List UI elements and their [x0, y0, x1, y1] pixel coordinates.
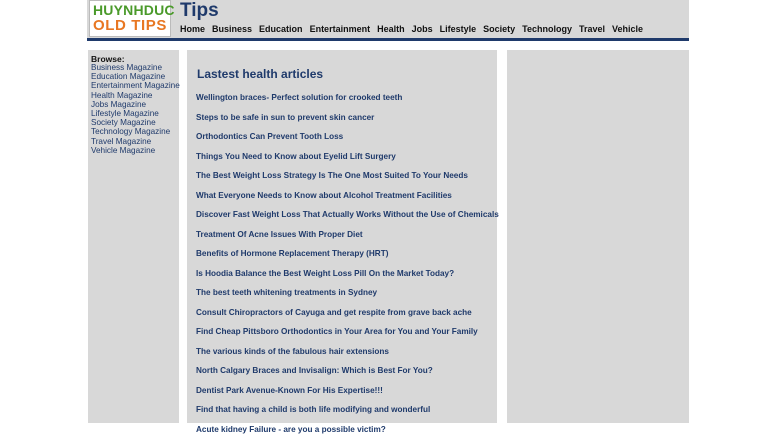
sidebar-list [91, 63, 180, 155]
sidebar-link-technology[interactable]: Technology Magazine [91, 127, 180, 136]
nav-society[interactable]: Society [483, 24, 515, 34]
article-link[interactable]: Is Hoodia Balance the Best Weight Loss Pill On the Market Today? [196, 269, 454, 278]
sidebar-link-health[interactable]: Health Magazine [91, 91, 180, 100]
sidebar-item [91, 137, 180, 146]
article-link[interactable]: Find that having a child is both life modifying and wonderful [196, 405, 430, 414]
article-link[interactable]: The best teeth whitening treatments in Sydney [196, 288, 377, 297]
article-list [196, 87, 499, 438]
list-item [196, 380, 499, 400]
list-item [196, 146, 499, 166]
sidebar-item [91, 118, 180, 127]
sidebar-item [91, 91, 180, 100]
sidebar-item [91, 146, 180, 155]
nav-entertainment[interactable]: Entertainment [310, 24, 371, 34]
article-link[interactable]: Steps to be safe in sun to prevent skin cancer [196, 113, 374, 122]
article-link[interactable]: Acute kidney Failure - are you a possible victim? [196, 425, 386, 434]
article-link[interactable]: Dentist Park Avenue-Known For His Expertise!!! [196, 386, 383, 395]
list-item [196, 341, 499, 361]
right-panel [507, 50, 689, 423]
list-item [196, 185, 499, 205]
article-link[interactable]: Find Cheap Pittsboro Orthodontics in Your Area for You and Your Family [196, 327, 478, 336]
sidebar-item [91, 109, 180, 118]
article-link[interactable]: What Everyone Needs to Know about Alcohol Treatment Facilities [196, 191, 452, 200]
list-item [196, 263, 499, 283]
article-link[interactable]: North Calgary Braces and Invisalign: Which is Best For You? [196, 366, 433, 375]
list-item [196, 302, 499, 322]
sidebar-link-vehicle[interactable]: Vehicle Magazine [91, 146, 180, 155]
list-item [196, 282, 499, 302]
sidebar-item [91, 100, 180, 109]
site-title: Tips [180, 0, 219, 22]
list-item [196, 243, 499, 263]
article-link[interactable]: Orthodontics Can Prevent Tooth Loss [196, 132, 343, 141]
header-divider [87, 38, 689, 41]
nav-health[interactable]: Health [377, 24, 405, 34]
logo-text-bottom: OLD TIPS [93, 17, 167, 34]
site-header [87, 0, 689, 38]
sidebar-link-jobs[interactable]: Jobs Magazine [91, 100, 180, 109]
sidebar-link-education[interactable]: Education Magazine [91, 72, 180, 81]
site-logo[interactable] [89, 0, 171, 37]
main-content [187, 50, 497, 423]
article-link[interactable]: Wellington braces- Perfect solution for crooked teeth [196, 93, 402, 102]
list-item [196, 419, 499, 438]
sidebar-item [91, 127, 180, 136]
nav-vehicle[interactable]: Vehicle [612, 24, 643, 34]
logo-text-top: HUYNHDUC [93, 2, 175, 18]
sidebar-link-entertainment[interactable]: Entertainment Magazine [91, 81, 180, 90]
sidebar-item [91, 81, 180, 90]
article-link[interactable]: Treatment Of Acne Issues With Proper Diet [196, 230, 363, 239]
page-title: Lastest health articles [197, 67, 323, 81]
list-item [196, 107, 499, 127]
nav-education[interactable]: Education [259, 24, 303, 34]
list-item [196, 204, 499, 224]
article-link[interactable]: Things You Need to Know about Eyelid Lift Surgery [196, 152, 396, 161]
article-link[interactable]: Discover Fast Weight Loss That Actually Works Without the Use of Chemicals [196, 210, 499, 219]
sidebar-link-lifestyle[interactable]: Lifestyle Magazine [91, 109, 180, 118]
sidebar [88, 50, 179, 423]
nav-lifestyle[interactable]: Lifestyle [440, 24, 477, 34]
article-link[interactable]: Consult Chiropractors of Cayuga and get respite from grave back ache [196, 308, 472, 317]
main-nav [180, 24, 643, 34]
list-item [196, 87, 499, 107]
sidebar-link-travel[interactable]: Travel Magazine [91, 137, 180, 146]
nav-home[interactable]: Home [180, 24, 205, 34]
nav-business[interactable]: Business [212, 24, 252, 34]
sidebar-link-business[interactable]: Business Magazine [91, 63, 180, 72]
article-link[interactable]: The various kinds of the fabulous hair extensions [196, 347, 389, 356]
page-frame [87, 0, 689, 423]
article-link[interactable]: Benefits of Hormone Replacement Therapy (HRT) [196, 249, 388, 258]
list-item [196, 224, 499, 244]
sidebar-item [91, 63, 180, 72]
nav-technology[interactable]: Technology [522, 24, 572, 34]
list-item [196, 321, 499, 341]
article-link[interactable]: The Best Weight Loss Strategy Is The One Most Suited To Your Needs [196, 171, 468, 180]
sidebar-link-society[interactable]: Society Magazine [91, 118, 180, 127]
list-item [196, 399, 499, 419]
nav-travel[interactable]: Travel [579, 24, 605, 34]
list-item [196, 165, 499, 185]
list-item [196, 360, 499, 380]
list-item [196, 126, 499, 146]
sidebar-item [91, 72, 180, 81]
nav-jobs[interactable]: Jobs [412, 24, 433, 34]
sidebar-heading: Browse: [91, 54, 125, 64]
